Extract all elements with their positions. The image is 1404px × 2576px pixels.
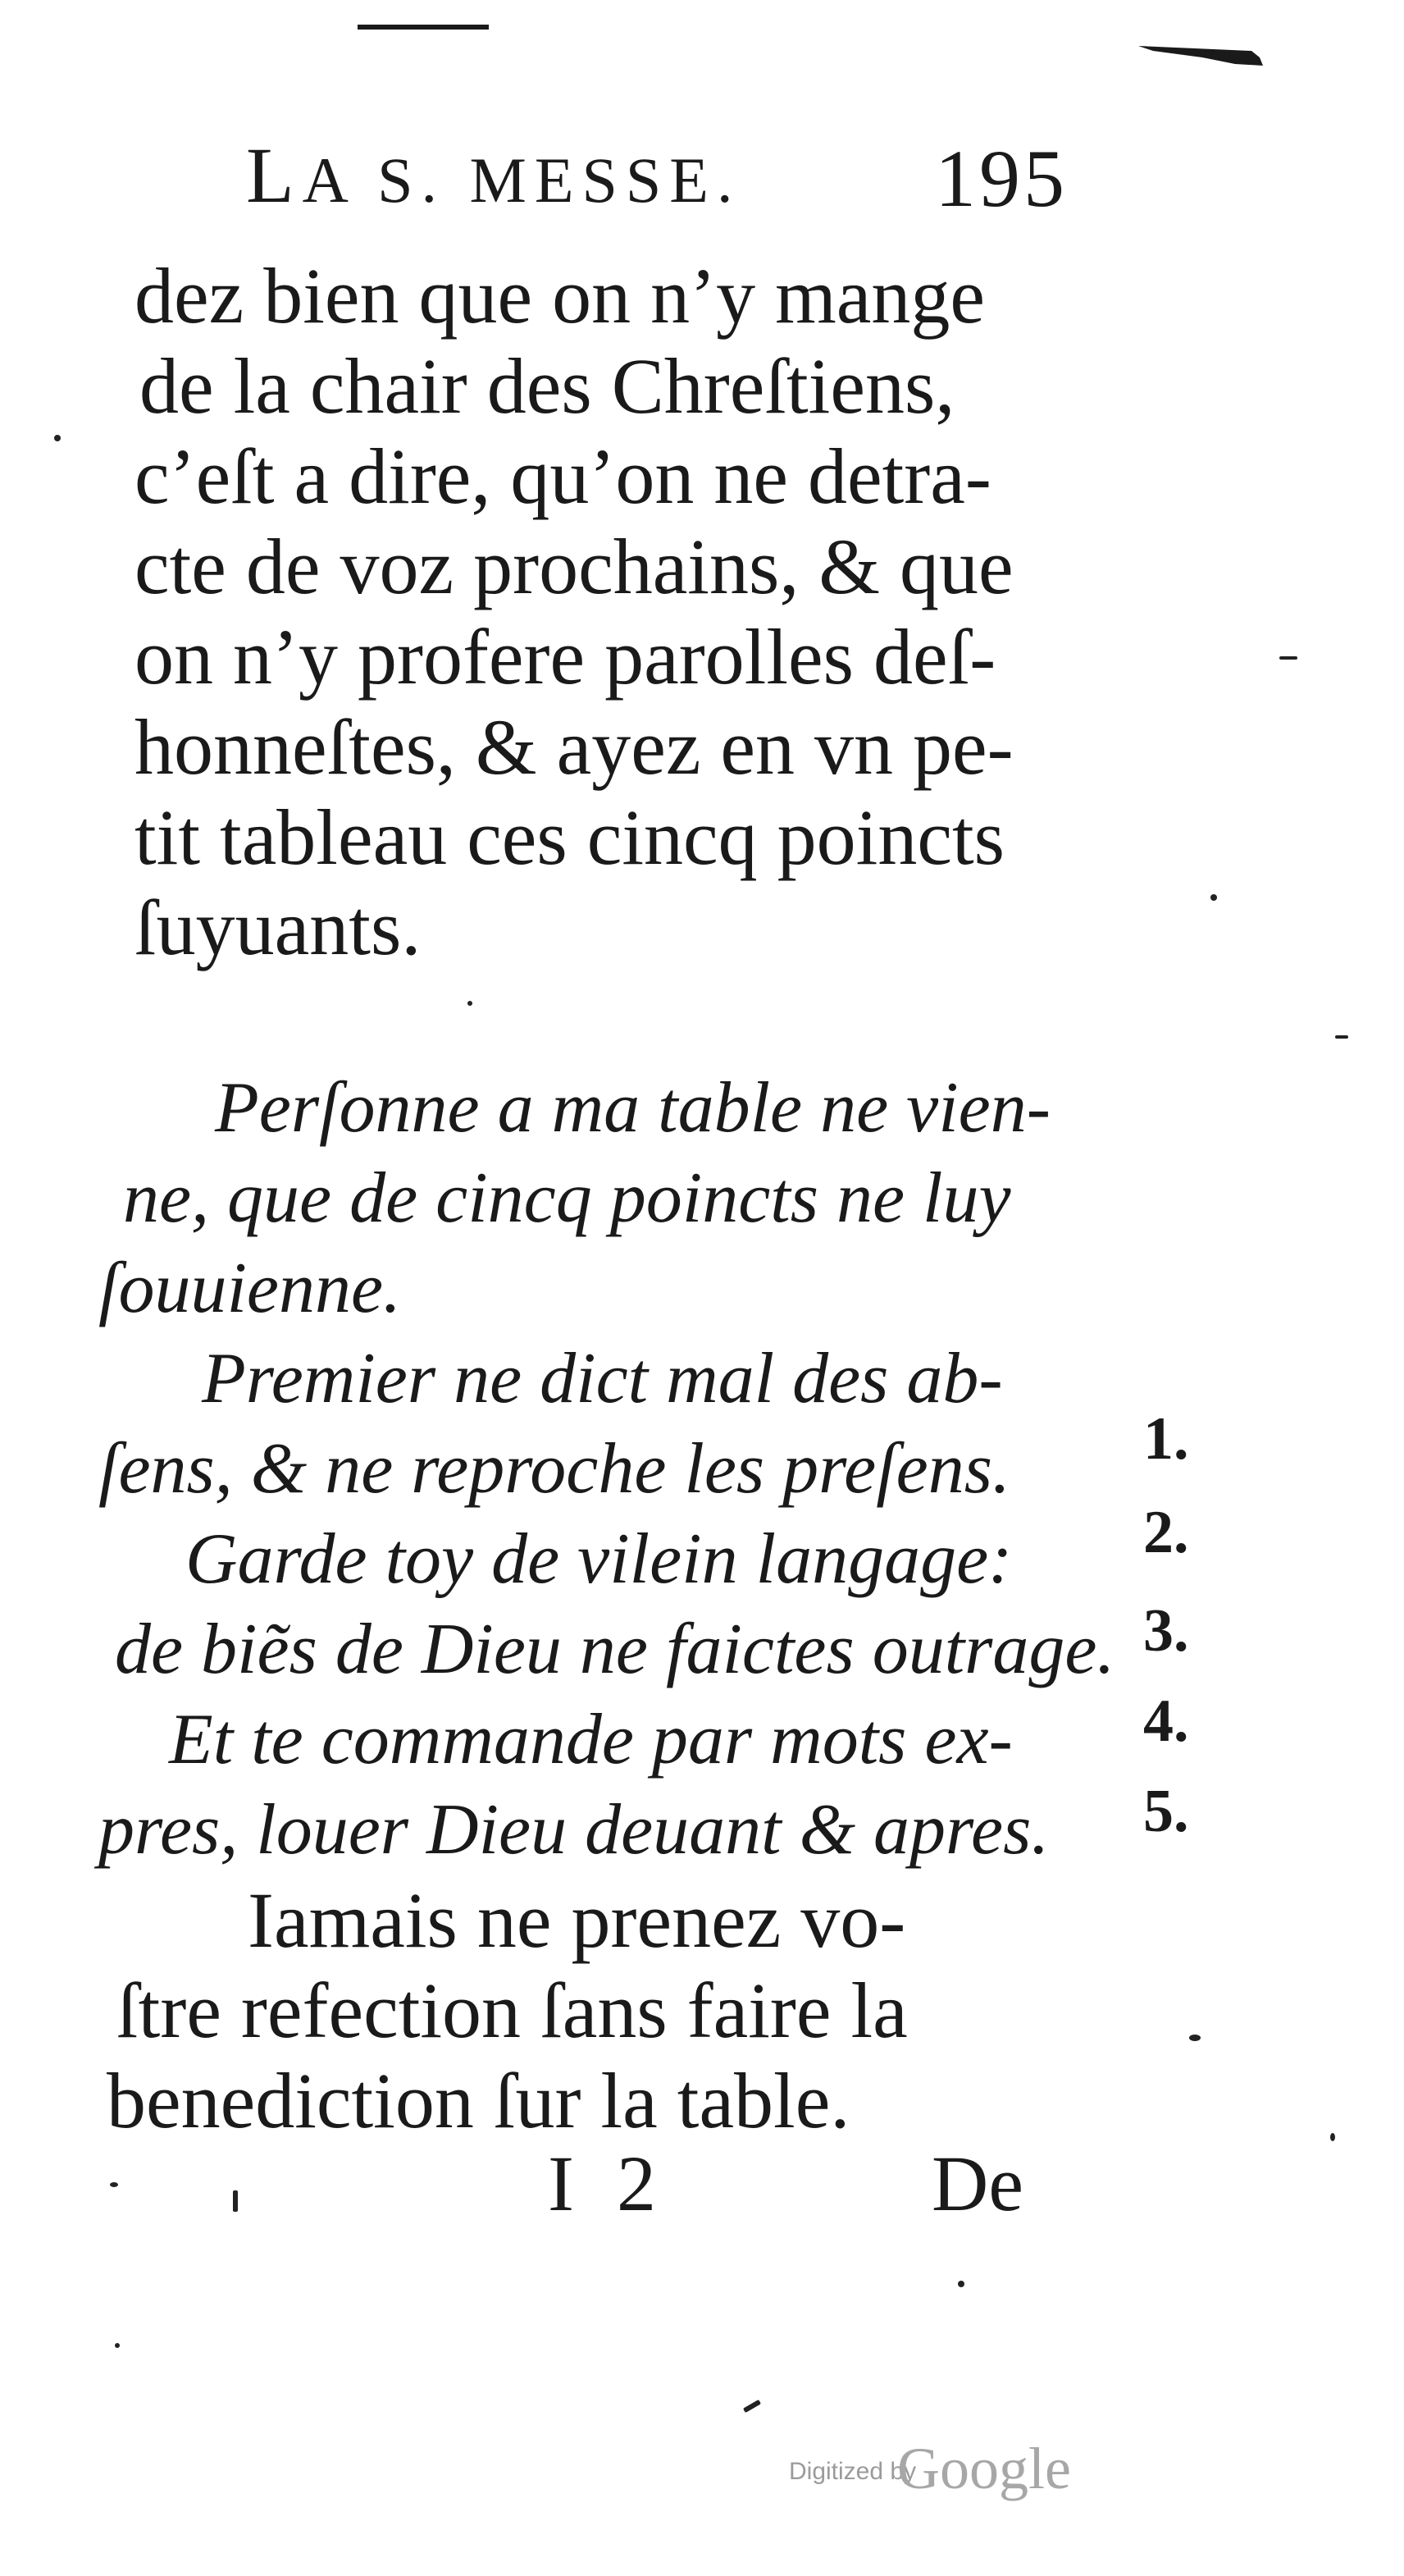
margin-number: 3.: [1143, 1597, 1189, 1665]
body-line: Iamais ne prenez vo-: [248, 1876, 906, 1964]
verse-line: ſens, & ne reproche les preſens.: [98, 1429, 1010, 1509]
verse-line: pres, louer Dieu deuant & apres.: [98, 1790, 1050, 1870]
body-line: de la chair des Chreſtiens,: [139, 342, 955, 430]
verse-line: Garde toy de vilein langage:: [185, 1519, 1013, 1599]
verse-line: Et te commande par mots ex-: [169, 1700, 1013, 1779]
running-title-initial: L: [246, 131, 303, 219]
verse-line: ſouuienne.: [98, 1249, 402, 1328]
body-line: honneſtes, & ayez en vn pe-: [134, 703, 1014, 791]
verse-line: de biẽs de Dieu ne faictes outrage.: [115, 1610, 1115, 1689]
ink-speck: [743, 2400, 761, 2413]
ink-speck: [1330, 2133, 1335, 2141]
verse-line: Premier ne dict mal des ab-: [202, 1339, 1003, 1418]
ink-smudge: [1137, 39, 1268, 72]
running-title: [246, 130, 741, 221]
ink-speck: [54, 435, 61, 441]
body-line: tit tableau ces cincq poincts: [134, 793, 1005, 881]
running-title-end: ESSE.: [534, 144, 741, 216]
body-line: cte de voz prochains, & que: [134, 523, 1014, 610]
body-line: ſtre refection ſans faire la: [116, 1966, 908, 2054]
body-line: dez bien que on n’y mange: [134, 252, 985, 340]
running-title-middle: A S. M: [302, 144, 535, 216]
verse-line: Perſonne a ma table ne vien-: [215, 1068, 1051, 1148]
ink-speck: [110, 2182, 118, 2187]
ink-speck: [1279, 656, 1297, 660]
margin-number: 2.: [1143, 1499, 1189, 1566]
ink-speck: [1210, 894, 1217, 901]
page-number: 195: [935, 133, 1068, 224]
body-line: ſuyuants.: [134, 884, 422, 971]
ink-speck: [1335, 1035, 1348, 1039]
ink-speck: [467, 1001, 472, 1006]
ink-speck: [115, 2343, 120, 2348]
ink-speck: [1189, 2035, 1201, 2041]
body-line: on n’y profere parolles deſ-: [134, 613, 996, 701]
digitized-by-label: Digitized by: [789, 2458, 917, 2485]
google-watermark: Google: [897, 2436, 1071, 2501]
body-line: benediction ſur la table.: [107, 2057, 850, 2144]
margin-number: 4.: [1143, 1688, 1189, 1755]
margin-number: 5.: [1143, 1778, 1189, 1845]
signature-mark: I 2: [548, 2140, 668, 2227]
margin-number: 1.: [1143, 1405, 1189, 1473]
ink-speck: [958, 2281, 964, 2287]
top-rule: [358, 25, 489, 30]
catchword: De: [932, 2140, 1023, 2227]
body-line: c’eſt a dire, qu’on ne detra-: [134, 432, 991, 520]
verse-line: ne, que de cincq poincts ne luy: [123, 1158, 1011, 1238]
ink-speck: [233, 2190, 238, 2212]
